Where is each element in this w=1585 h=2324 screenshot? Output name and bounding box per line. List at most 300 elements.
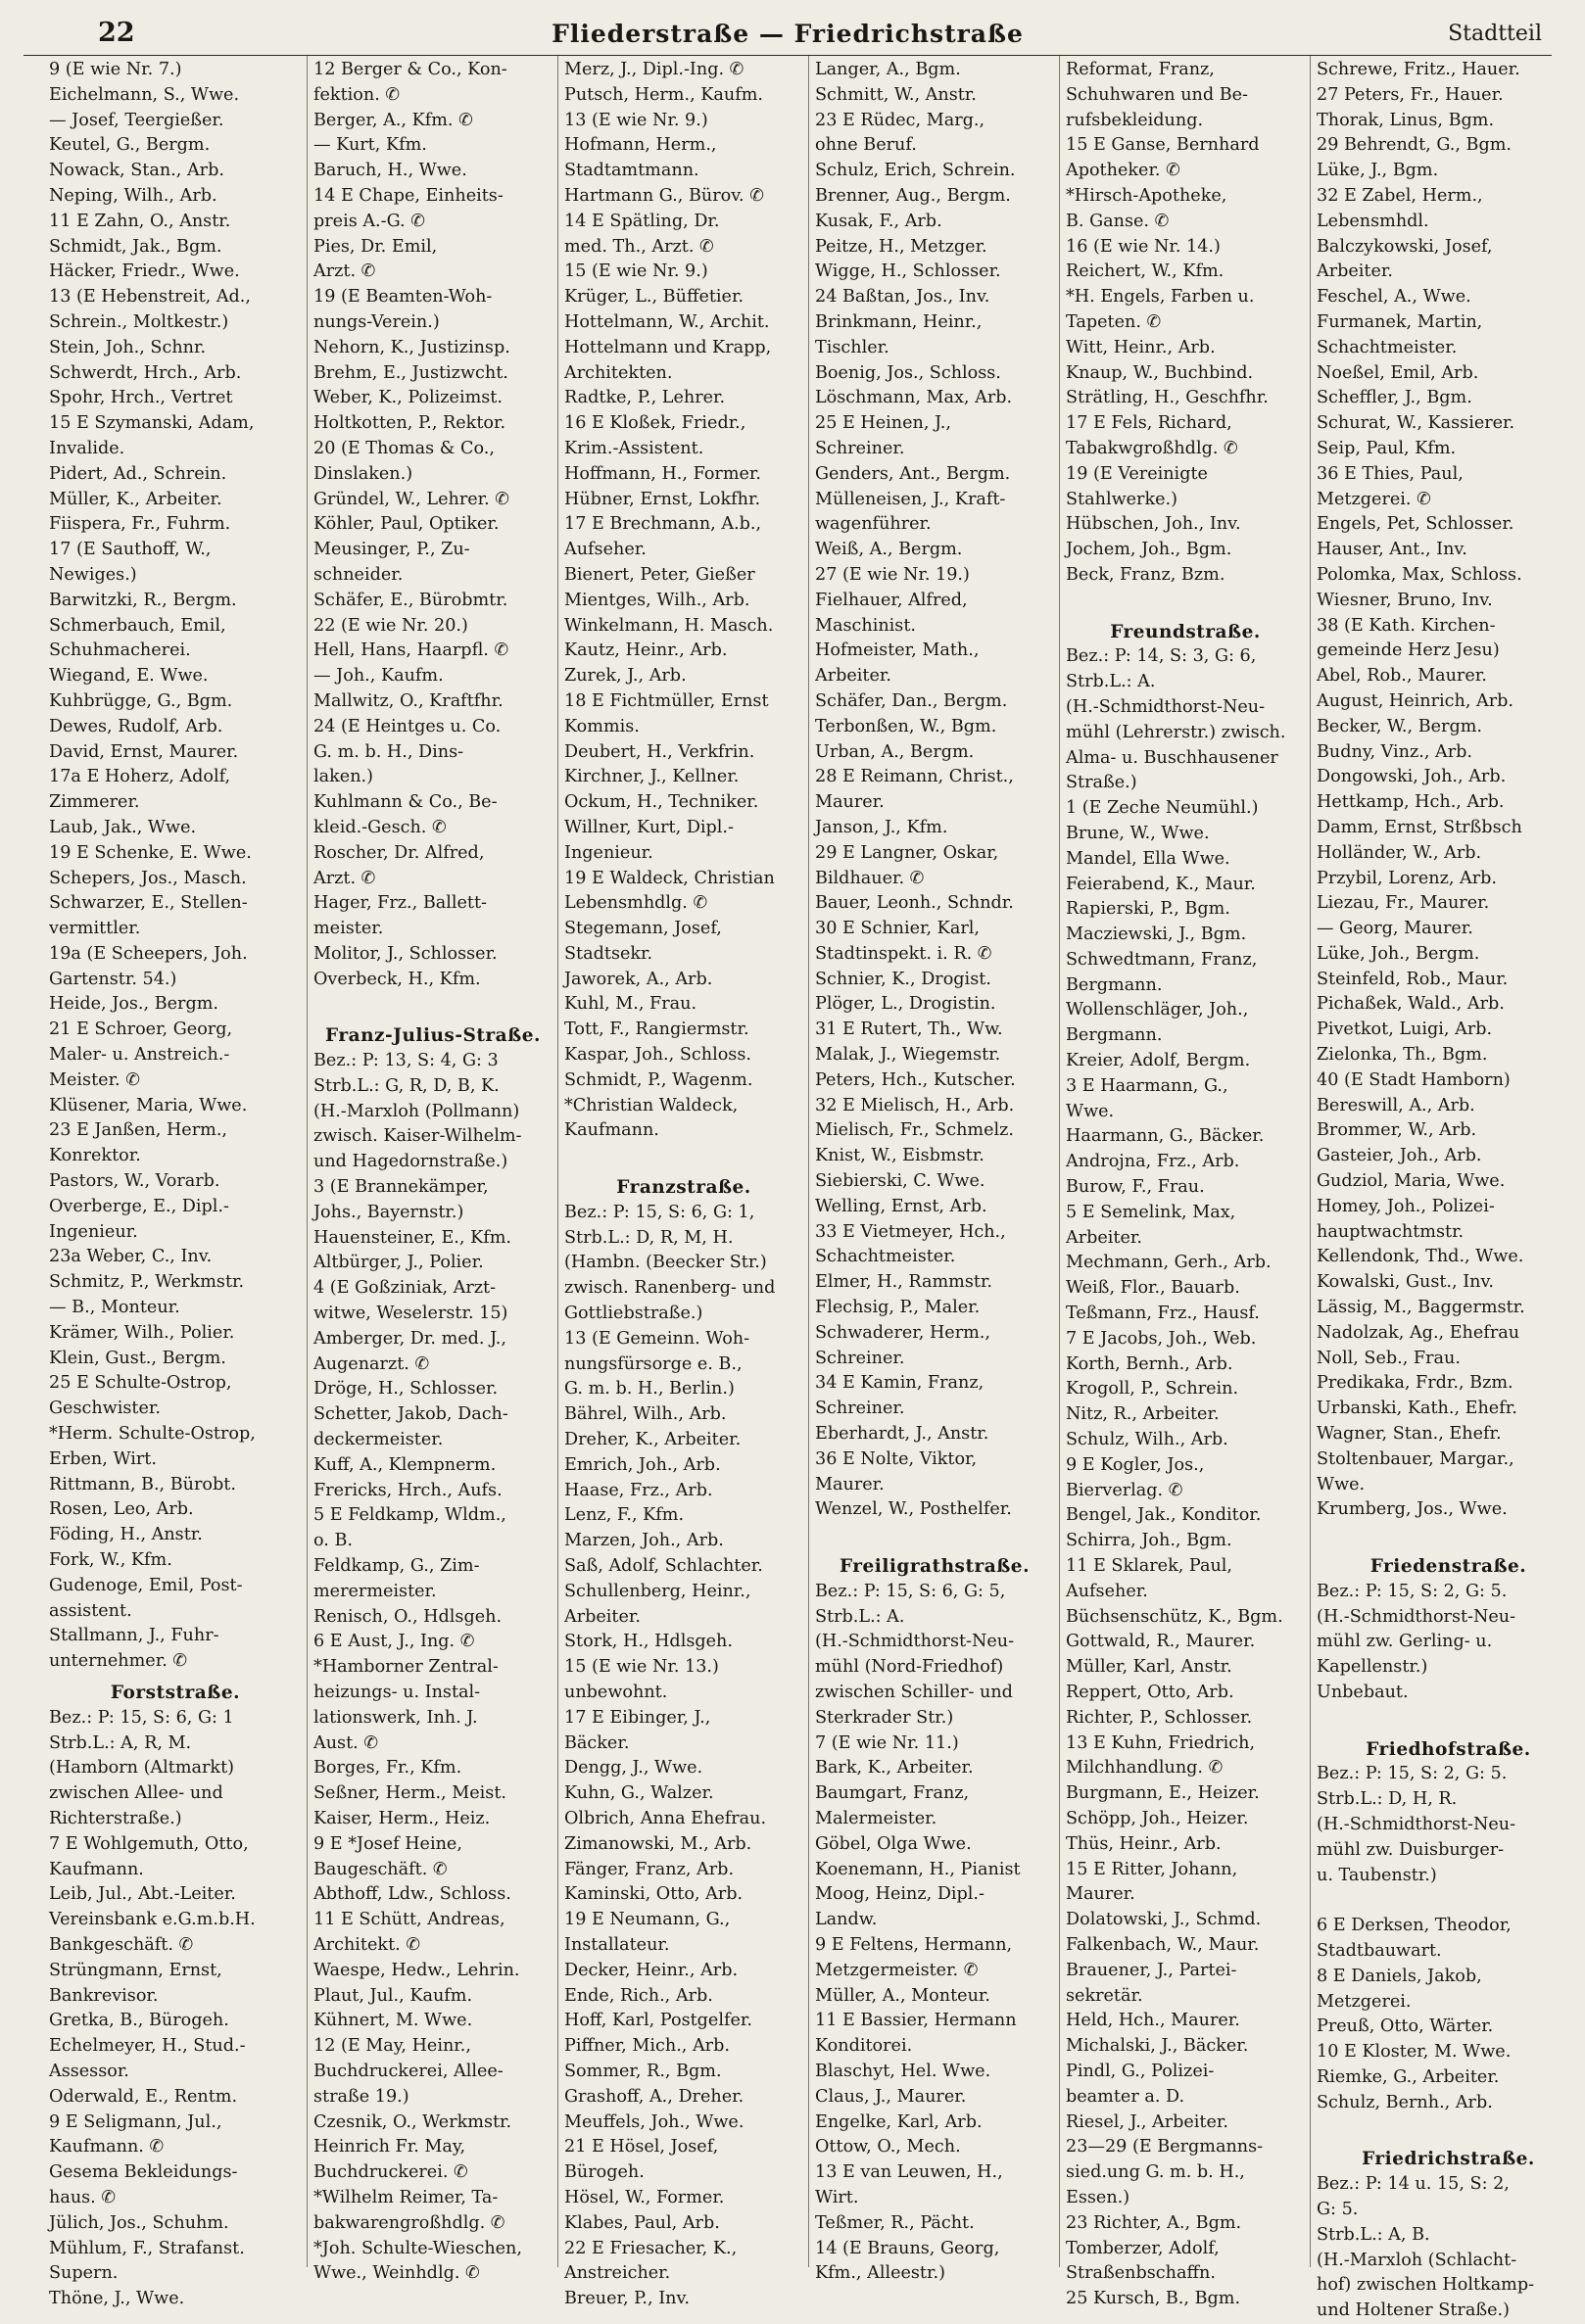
directory-entry: 19 E Neumann, G.,	[564, 1910, 731, 1930]
directory-entry: witwe, Weselerstr. 15)	[313, 1304, 508, 1324]
directory-entry: Rittmann, B., Bürobt.	[49, 1474, 236, 1494]
street-heading: Franzstraße.	[616, 1177, 751, 1199]
directory-entry: Schäfer, E., Bürobmtr.	[313, 590, 508, 610]
directory-entry: 4 (E Goßziniak, Arzt-	[313, 1278, 497, 1299]
directory-entry: Ingenieur.	[564, 842, 653, 863]
directory-entry: Teßmer, R., Pächt.	[815, 2212, 975, 2233]
directory-entry: 23 Richter, A., Bgm.	[1066, 2212, 1242, 2233]
directory-entry: Weiß, Flor., Bauarb.	[1066, 1278, 1240, 1299]
directory-entry: Klabes, Paul, Arb.	[564, 2212, 720, 2233]
page-header	[24, 16, 1552, 56]
directory-entry: Bez.: P: 15, S: 6, G: 1,	[564, 1202, 755, 1222]
directory-entry: 17 E Fels, Richard,	[1066, 413, 1232, 434]
directory-entry: Maschinist.	[815, 615, 916, 636]
directory-entry: wagenführer.	[815, 514, 932, 535]
directory-entry: beamter a. D.	[1066, 2086, 1185, 2107]
directory-entry: Sommer, R., Bgm.	[564, 2061, 722, 2081]
directory-entry: Schuhwaren und Be-	[1066, 84, 1248, 105]
directory-entry: (Hambn. (Beecker Str.)	[564, 1253, 767, 1273]
directory-entry: 14 E Spätling, Dr.	[564, 211, 720, 231]
directory-entry: Kommis.	[564, 716, 640, 736]
directory-entry: haus. ✆	[49, 2187, 117, 2207]
directory-entry: Amberger, Dr. med. J.,	[313, 1328, 506, 1349]
directory-entry: 11 E Bassier, Hermann	[815, 2011, 1017, 2031]
directory-entry: Meister. ✆	[49, 1069, 140, 1090]
directory-entry: Blaschyt, Hel. Wwe.	[815, 2061, 991, 2081]
directory-entry: Bengel, Jak., Konditor.	[1066, 1505, 1262, 1526]
directory-entry: Barwitzki, R., Bergm.	[49, 590, 237, 610]
directory-entry: G. m. b. H., Berlin.)	[564, 1379, 735, 1399]
directory-entry: Kuff, A., Klempnerm.	[313, 1454, 497, 1475]
directory-entry: Schepers, Jos., Masch.	[49, 868, 247, 888]
directory-entry: 30 E Schnier, Karl,	[815, 919, 980, 939]
directory-entry: Pichaßek, Wald., Arb.	[1317, 994, 1505, 1015]
directory-entry: preis A.-G. ✆	[313, 211, 425, 231]
directory-entry: 32 E Mielisch, H., Arb.	[815, 1095, 1015, 1115]
directory-entry: Claus, J., Maurer.	[815, 2086, 967, 2107]
directory-entry: 33 E Vietmeyer, Hch.,	[815, 1221, 1006, 1242]
directory-entry: 7 (E wie Nr. 11.)	[815, 1732, 959, 1753]
directory-entry: Brauener, J., Partei-	[1066, 1960, 1237, 1980]
directory-entry: Kfm., Alleestr.)	[815, 2263, 945, 2284]
directory-entry: 28 E Reimann, Christ.,	[815, 767, 1014, 787]
directory-entry	[815, 1523, 1054, 1548]
directory-entry: Weiß, A., Bergm.	[815, 540, 963, 560]
directory-entry: fektion. ✆	[313, 84, 401, 105]
directory-entry: Stadtbauwart.	[1317, 1940, 1442, 1961]
directory-entry: Dolatowski, J., Schmd.	[1066, 1910, 1262, 1930]
directory-entry: 11 E Schütt, Andreas,	[313, 1910, 505, 1930]
directory-entry: 7 E Wohlgemuth, Otto,	[49, 1833, 249, 1854]
directory-entry: Roscher, Dr. Alfred,	[313, 842, 485, 863]
directory-entry: Hottelmann, W., Archit.	[564, 311, 770, 332]
directory-entry: Steinfeld, Rob., Maur.	[1317, 969, 1509, 989]
directory-entry: Overbeck, H., Kfm.	[313, 969, 481, 989]
directory-entry: Lebensmhdl.	[1317, 211, 1429, 231]
directory-entry: Maler- u. Anstreich.-	[49, 1045, 230, 1066]
directory-entry: Stork, H., Hdlsgeh.	[564, 1632, 733, 1652]
directory-entry: und Hagedornstraße.)	[313, 1152, 508, 1172]
directory-entry: Bez.: P: 14 u. 15, S: 2,	[1317, 2174, 1510, 2195]
directory-entry: Erben, Wirt.	[49, 1448, 157, 1469]
directory-entry: Schreiner.	[815, 1399, 905, 1419]
directory-entry: nungs-Verein.)	[313, 311, 440, 332]
directory-entry: Fänger, Franz, Arb.	[564, 1859, 735, 1879]
directory-entry: Michalski, J., Bäcker.	[1066, 2036, 1249, 2057]
directory-entry: Seßner, Herm., Meist.	[313, 1783, 506, 1804]
directory-entry: Strätling, H., Geschfhr.	[1066, 388, 1269, 408]
directory-entry: Nehorn, K., Justizinsp.	[313, 337, 510, 357]
directory-entry: deckermeister.	[313, 1430, 444, 1450]
directory-entry: Koenemann, H., Pianist	[815, 1859, 1021, 1879]
directory-entry: ohne Beruf.	[815, 135, 917, 156]
directory-entry: hof) zwischen Holtkamp-	[1317, 2275, 1535, 2296]
directory-entry: Hübschen, Joh., Inv.	[1066, 514, 1241, 535]
directory-entry: zwisch. Ranenberg- und	[564, 1278, 776, 1299]
directory-entry: Brinkmann, Heinr.,	[815, 311, 983, 332]
directory-entry: Wiesner, Bruno, Inv.	[1317, 590, 1493, 610]
directory-entry: Hoffmann, H., Former.	[564, 463, 761, 484]
directory-entry: Landw.	[815, 1910, 878, 1930]
directory-entry: Urban, A., Bergm.	[815, 741, 975, 762]
directory-entry: Balczykowski, Josef,	[1317, 236, 1493, 257]
directory-entry: Jaworek, A., Arb.	[564, 969, 713, 989]
directory-entry: *Hamborner Zentral-	[313, 1657, 499, 1678]
directory-entry: Holtkotten, P., Rektor.	[313, 413, 506, 434]
directory-entry: Winkelmann, H. Masch.	[564, 615, 774, 636]
directory-entry: hauptwachtmstr.	[1317, 1221, 1465, 1242]
directory-entry: Spohr, Hrch., Vertret	[49, 388, 233, 408]
directory-entry: 24 (E Heintges u. Co.	[313, 716, 502, 736]
directory-entry: Brenner, Aug., Bergm.	[815, 185, 1011, 206]
directory-entry: Schwedtmann, Franz,	[1066, 949, 1258, 970]
directory-entry: Knaup, W., Buchbind.	[1066, 362, 1254, 383]
directory-entry: Kuhbrügge, G., Bgm.	[49, 690, 233, 711]
directory-entry: Kaufmann.	[49, 1859, 144, 1879]
directory-entry: 23a Weber, C., Inv.	[49, 1247, 213, 1267]
directory-entry: Czesnik, O., Werkmstr.	[313, 2111, 512, 2132]
directory-entry: Schreiner.	[815, 1348, 905, 1368]
directory-entry: Tomberzer, Adolf,	[1066, 2238, 1220, 2258]
directory-entry: Strb.L.: D, H, R.	[1317, 1789, 1458, 1810]
directory-entry: Przybil, Lorenz, Arb.	[1317, 868, 1498, 888]
directory-entry: Alma- u. Buschhausener	[1066, 747, 1278, 768]
directory-entry: Knist, W., Eisbmstr.	[815, 1146, 985, 1166]
directory-entry: Wwe.	[1317, 1474, 1366, 1494]
directory-entry: Kuhlmann & Co., Be-	[313, 792, 498, 813]
directory-entry: *H. Engels, Farben u.	[1066, 287, 1255, 308]
directory-entry: Polomka, Max, Schloss.	[1317, 564, 1522, 585]
directory-entry: Straße.)	[1066, 773, 1137, 793]
directory-entry: 21 E Hösel, Josef,	[564, 2137, 719, 2158]
directory-entry: 13 (E Hebenstreit, Ad.,	[49, 287, 251, 308]
directory-entry: Buchdruckerei, Allee-	[313, 2061, 504, 2081]
directory-entry: Hösel, W., Former.	[564, 2187, 725, 2207]
directory-entry: Schäfer, Dan., Bergm.	[815, 690, 1008, 711]
directory-entry: Kuhn, G., Walzer.	[564, 1783, 714, 1804]
directory-entry: Hauensteiner, E., Kfm.	[313, 1227, 512, 1248]
directory-entry: Thorak, Linus, Bgm.	[1317, 110, 1495, 130]
directory-entry: Bez.: P: 13, S: 4, G: 3	[313, 1051, 499, 1071]
directory-entry: 25 Kursch, B., Bgm.	[1066, 2289, 1241, 2309]
directory-entry: Vereinsbank e.G.m.b.H.	[49, 1910, 256, 1930]
directory-entry: Bez.: P: 14, S: 3, G: 6,	[1066, 646, 1257, 667]
directory-entry: Kautz, Heinr., Arb.	[564, 640, 728, 661]
directory-entry: Mandel, Ella Wwe.	[1066, 848, 1230, 869]
directory-entry: Altbürger, J., Polier.	[313, 1253, 484, 1273]
directory-entry: 1 (E Zeche Neumühl.)	[1066, 798, 1259, 819]
directory-entry: 5 E Semelink, Max,	[1066, 1202, 1236, 1222]
directory-entry: Burgmann, E., Heizer.	[1066, 1783, 1260, 1804]
directory-entry: Heinrich Fr. May,	[313, 2137, 466, 2158]
directory-entry: Dongowski, Joh., Arb.	[1317, 767, 1507, 787]
directory-entry: 14 (E Brauns, Georg,	[815, 2238, 1000, 2258]
directory-entry: *Wilhelm Reimer, Ta-	[313, 2187, 499, 2207]
directory-entry: Krämer, Wilh., Polier.	[49, 1322, 235, 1343]
directory-entry: Tott, F., Rangiermstr.	[564, 1020, 749, 1040]
directory-entry: lationswerk, Inh. J.	[313, 1707, 478, 1728]
directory-entry: Stegemann, Josef,	[564, 919, 722, 939]
directory-entry: 36 E Nolte, Viktor,	[815, 1448, 978, 1469]
directory-entry: *Herm. Schulte-Ostrop,	[49, 1424, 256, 1445]
directory-entry: Hoff, Karl, Postgelfer.	[564, 2011, 752, 2031]
directory-entry: 16 E Kloßek, Friedr.,	[564, 413, 746, 434]
directory-entry: 29 Behrendt, G., Bgm.	[1317, 135, 1512, 156]
directory-entry: (H.-Schmidthorst-Neu-	[1317, 1814, 1516, 1834]
directory-entry: — Kurt, Kfm.	[313, 135, 427, 156]
directory-entry: Newiges.)	[49, 564, 137, 585]
directory-entry: o. B.	[313, 1531, 353, 1551]
directory-entry: sekretär.	[1066, 1985, 1143, 2006]
directory-entry: *Hirsch-Apotheke,	[1066, 185, 1227, 206]
directory-entry: Bez.: P: 15, S: 6, G: 5,	[815, 1581, 1006, 1601]
directory-entry: Wenzel, W., Posthelfer.	[815, 1499, 1012, 1520]
directory-entry: (H.-Marxloh (Pollmann)	[313, 1101, 520, 1121]
directory-entry: Bürogeh.	[564, 2162, 645, 2183]
directory-entry: Mientges, Wilh., Arb.	[564, 590, 750, 610]
directory-entry: Hübner, Ernst, Lokfhr.	[564, 489, 761, 509]
directory-entry: Saß, Adolf, Schlachter.	[564, 1556, 763, 1577]
directory-entry: Falkenbach, W., Maur.	[1066, 1934, 1260, 1955]
directory-entry: Arbeiter.	[1317, 261, 1393, 282]
directory-entry: — Joh., Kaufm.	[313, 666, 444, 687]
directory-entry: — Josef, Teergießer.	[49, 110, 224, 130]
directory-entry: David, Ernst, Maurer.	[49, 741, 239, 762]
directory-entry: Stein, Joh., Schnr.	[49, 337, 207, 357]
directory-entry: Klüsener, Maria, Wwe.	[49, 1095, 248, 1115]
columns	[24, 56, 1552, 2321]
directory-entry: Wwe.	[1066, 1101, 1115, 1121]
directory-entry: Dewes, Rudolf, Arb.	[49, 716, 223, 736]
directory-entry: 25 E Heinen, J.,	[815, 413, 951, 434]
directory-entry	[1317, 1706, 1580, 1731]
directory-entry: Gasteier, Joh., Arb.	[1317, 1146, 1482, 1166]
directory-entry: 22 E Friesacher, K.,	[564, 2238, 738, 2258]
column-3	[558, 56, 809, 2309]
directory-entry: 32 E Zabel, Herm.,	[1317, 185, 1483, 206]
directory-entry: Brune, W., Wwe.	[1066, 823, 1210, 843]
directory-entry: Konditorei.	[815, 2036, 913, 2057]
directory-entry: Zurek, J., Arb.	[564, 666, 687, 687]
directory-entry: Mülleneisen, J., Kraft-	[815, 489, 1006, 509]
directory-entry: Langer, A., Bgm.	[815, 60, 961, 79]
page-title: Fliederstraße — Friedrichstraße	[552, 20, 1024, 48]
directory-entry: u. Taubenstr.)	[1317, 1865, 1437, 1885]
directory-entry: 25 E Schulte-Ostrop,	[49, 1373, 232, 1394]
directory-entry: Willner, Kurt, Dipl.-	[564, 817, 734, 837]
directory-entry: Krumberg, Jos., Wwe.	[1317, 1499, 1508, 1520]
directory-entry: Kaufmann. ✆	[49, 2137, 165, 2158]
directory-entry	[1317, 1523, 1580, 1548]
directory-entry: Radtke, P., Lehrer.	[564, 388, 726, 408]
directory-entry: Straßenbschaffn.	[1066, 2263, 1216, 2284]
directory-entry: Malak, J., Wiegemstr.	[815, 1045, 1001, 1066]
directory-entry: Gudenoge, Emil, Post-	[49, 1575, 243, 1595]
directory-entry: Assessor.	[49, 2061, 129, 2081]
directory-entry: Frericks, Hrch., Aufs.	[313, 1480, 503, 1500]
directory-entry: Zielonka, Th., Bgm.	[1317, 1045, 1488, 1066]
directory-entry: mühl (Lehrerstr.) zwisch.	[1066, 722, 1286, 742]
directory-entry: Stadtinspekt. i. R. ✆	[815, 943, 992, 964]
directory-entry: *Christian Waldeck,	[564, 1095, 739, 1115]
directory-entry: 17 (E Sauthoff, W.,	[49, 540, 212, 560]
directory-entry: 3 E Haarmann, G.,	[1066, 1075, 1228, 1096]
directory-entry: Fielhauer, Alfred,	[815, 590, 968, 610]
directory-entry: Grashoff, A., Dreher.	[564, 2086, 744, 2107]
directory-entry: 31 E Rutert, Th., Ww.	[815, 1020, 1003, 1040]
directory-entry: Overberge, E., Dipl.-	[49, 1196, 229, 1216]
directory-entry: Furmanek, Martin,	[1317, 311, 1483, 332]
directory-entry: Berger, A., Kfm. ✆	[313, 110, 473, 130]
directory-entry: Büchsenschütz, K., Bgm.	[1066, 1606, 1283, 1627]
directory-entry: 29 E Langner, Oskar,	[815, 842, 999, 863]
directory-entry: Häcker, Friedr., Wwe.	[49, 261, 240, 282]
directory-entry: Baruch, H., Wwe.	[313, 161, 467, 181]
directory-entry: 24 Baßtan, Jos., Inv.	[815, 287, 990, 308]
directory-entry: Schulz, Erich, Schrein.	[815, 161, 1016, 181]
directory-entry: 22 (E wie Nr. 20.)	[313, 615, 468, 636]
directory-entry: B. Ganse. ✆	[1066, 211, 1170, 231]
directory-entry: Dreher, K., Arbeiter.	[564, 1430, 742, 1450]
directory-entry: Schmitt, W., Anstr.	[815, 84, 977, 105]
directory-entry: Ockum, H., Techniker.	[564, 792, 759, 813]
directory-entry: Pidert, Ad., Schrein.	[49, 463, 227, 484]
directory-entry: Oderwald, E., Rentm.	[49, 2086, 238, 2107]
directory-entry: Konrektor.	[49, 1146, 141, 1166]
directory-entry: Johs., Bayernstr.)	[313, 1202, 464, 1222]
directory-entry: Piffner, Mich., Arb.	[564, 2036, 730, 2057]
directory-entry: Arbeiter.	[815, 666, 891, 687]
directory-entry: Maurer.	[815, 1474, 885, 1494]
directory-entry: Deubert, H., Verkfrin.	[564, 741, 755, 762]
directory-entry: 9 E *Josef Heine,	[313, 1833, 462, 1854]
directory-entry: 19 (E Beamten-Woh-	[313, 287, 493, 308]
directory-entry: Wigge, H., Schlosser.	[815, 261, 1001, 282]
directory-entry: 13 (E Gemeinn. Woh-	[564, 1328, 750, 1349]
directory-entry: Merz, J., Dipl.-Ing. ✆	[564, 60, 744, 79]
directory-entry: Reppert, Otto, Arb.	[1066, 1683, 1234, 1702]
directory-entry: Aust. ✆	[313, 1732, 379, 1753]
directory-entry: unternehmer. ✆	[49, 1651, 188, 1672]
directory-entry: Architekten.	[564, 362, 673, 383]
directory-entry: Reichert, W., Kfm.	[1066, 261, 1225, 282]
directory-entry: Abel, Rob., Maurer.	[1317, 666, 1487, 687]
directory-entry: Hell, Hans, Haarpfl. ✆	[313, 640, 509, 661]
directory-entry: Kapellenstr.)	[1317, 1657, 1428, 1678]
directory-entry: 9 E Feltens, Hermann,	[815, 1934, 1013, 1955]
directory-entry: 9 E Seligmann, Jul.,	[49, 2111, 222, 2132]
directory-entry: Engelke, Karl, Arb.	[815, 2111, 983, 2132]
directory-entry: Göbel, Olga Wwe.	[815, 1833, 972, 1854]
directory-entry: Meuffels, Joh., Wwe.	[564, 2111, 744, 2132]
directory-entry: Putsch, Herm., Kaufm.	[564, 84, 764, 105]
directory-entry: Tischler.	[815, 337, 889, 357]
directory-entry: *Joh. Schulte-Wieschen,	[313, 2238, 522, 2258]
directory-entry: Schmidt, Jak., Bgm.	[49, 236, 222, 257]
directory-entry: Bereswill, A., Arb.	[1317, 1095, 1475, 1115]
directory-entry: Hottelmann und Krapp,	[564, 337, 772, 357]
directory-entry: Aufseher.	[1066, 1581, 1148, 1601]
directory-entry: Bäcker.	[564, 1732, 630, 1753]
directory-entry: Schachtmeister.	[815, 1247, 956, 1267]
directory-entry: Kusak, F., Arb.	[815, 211, 942, 231]
directory-entry: zwischen Allee- und	[49, 1783, 223, 1804]
directory-entry: Sterkrader Str.)	[815, 1707, 954, 1728]
directory-entry: Fork, W., Kfm.	[49, 1550, 172, 1571]
directory-entry: Schurat, W., Kassierer.	[1317, 413, 1515, 434]
directory-entry: schneider.	[313, 564, 404, 585]
directory-entry: Schulz, Bernh., Arb.	[1317, 2092, 1493, 2112]
column-1	[24, 56, 308, 2309]
directory-entry: Tapeten. ✆	[1066, 311, 1162, 332]
directory-entry: Rosen, Leo, Arb.	[49, 1499, 194, 1520]
directory-entry: Wagner, Stan., Ehefr.	[1317, 1424, 1502, 1445]
directory-entry: — B., Monteur.	[49, 1298, 180, 1318]
directory-entry: 21 E Schroer, Georg,	[49, 1020, 233, 1040]
directory-entry	[564, 1144, 803, 1169]
directory-entry: 17 E Brechmann, A.b.,	[564, 514, 762, 535]
directory-entry: Moog, Heinz, Dipl.-	[815, 1884, 985, 1905]
section-label: Stadtteil	[1448, 22, 1542, 46]
directory-entry: Pastors, W., Vorarb.	[49, 1171, 220, 1192]
directory-entry: Reformat, Franz,	[1066, 60, 1215, 79]
directory-entry: Kaiser, Herm., Heiz.	[313, 1808, 491, 1828]
directory-entry: Peters, Hch., Kutscher.	[815, 1069, 1016, 1090]
directory-entry: Richter, P., Schlosser.	[1066, 1707, 1253, 1728]
directory-entry: Schnier, K., Drogist.	[815, 969, 991, 989]
directory-entry: Schwerdt, Hrch., Arb.	[49, 362, 242, 383]
directory-entry: Noeßel, Emil, Arb.	[1317, 362, 1479, 383]
directory-entry: Leib, Jul., Abt.-Leiter.	[49, 1884, 236, 1905]
directory-entry: Schullenberg, Heinr.,	[564, 1581, 751, 1601]
directory-entry: Jochem, Joh., Bgm.	[1066, 540, 1232, 560]
directory-entry: 15 E Szymanski, Adam,	[49, 413, 255, 434]
directory-entry: 18 E Fichtmüller, Ernst	[564, 690, 769, 711]
directory-entry: vermittler.	[49, 919, 141, 939]
directory-entry: Wirt.	[815, 2187, 859, 2207]
directory-entry: 27 Peters, Fr., Hauer.	[1317, 84, 1504, 105]
directory-entry: Lässig, M., Baggermstr.	[1317, 1298, 1525, 1318]
directory-entry: Boenig, Jos., Schloss.	[815, 362, 1001, 383]
directory-entry: Maurer.	[815, 792, 885, 813]
street-heading: Friedenstraße.	[1369, 1556, 1527, 1578]
directory-entry: Wwe., Weinhdlg. ✆	[313, 2263, 480, 2284]
directory-entry: assistent.	[49, 1600, 132, 1621]
directory-entry: Hofmann, Herm.,	[564, 135, 717, 156]
directory-entry: Kellendonk, Thd., Wwe.	[1317, 1247, 1524, 1267]
directory-entry: Stallmann, J., Fuhr-	[49, 1626, 219, 1646]
directory-entry: Gründel, W., Lehrer. ✆	[313, 489, 510, 509]
directory-entry: Klein, Gust., Bergm.	[49, 1348, 226, 1368]
directory-entry: Gottwald, R., Maurer.	[1066, 1632, 1256, 1652]
directory-entry: Nitz, R., Arbeiter.	[1066, 1404, 1220, 1425]
directory-entry: Engels, Pet, Schlosser.	[1317, 514, 1514, 535]
directory-entry: Thüs, Heinr., Arb.	[1066, 1833, 1222, 1854]
directory-entry: Riesel, J., Arbeiter.	[1066, 2111, 1228, 2132]
directory-entry: Löschmann, Max, Arb.	[815, 388, 1013, 408]
directory-entry: Wollenschläger, Joh.,	[1066, 1000, 1249, 1020]
directory-entry: Elmer, H., Rammstr.	[815, 1272, 993, 1293]
directory-entry: Mallwitz, O., Kraftfhr.	[313, 690, 504, 711]
directory-entry: Hettkamp, Hch., Arb.	[1317, 792, 1505, 813]
directory-entry: Molitor, J., Schlosser.	[313, 943, 498, 964]
directory-entry: Schuhmacherei.	[49, 640, 191, 661]
directory-entry: Strb.L.: D, R, M, H.	[564, 1227, 734, 1248]
directory-entry: Mielisch, Fr., Schmelz.	[815, 1120, 1014, 1141]
directory-entry: Ottow, O., Mech.	[815, 2137, 961, 2158]
directory-entry: Maurer.	[1066, 1884, 1135, 1905]
directory-entry: 12 (E May, Heinr.,	[313, 2036, 471, 2057]
